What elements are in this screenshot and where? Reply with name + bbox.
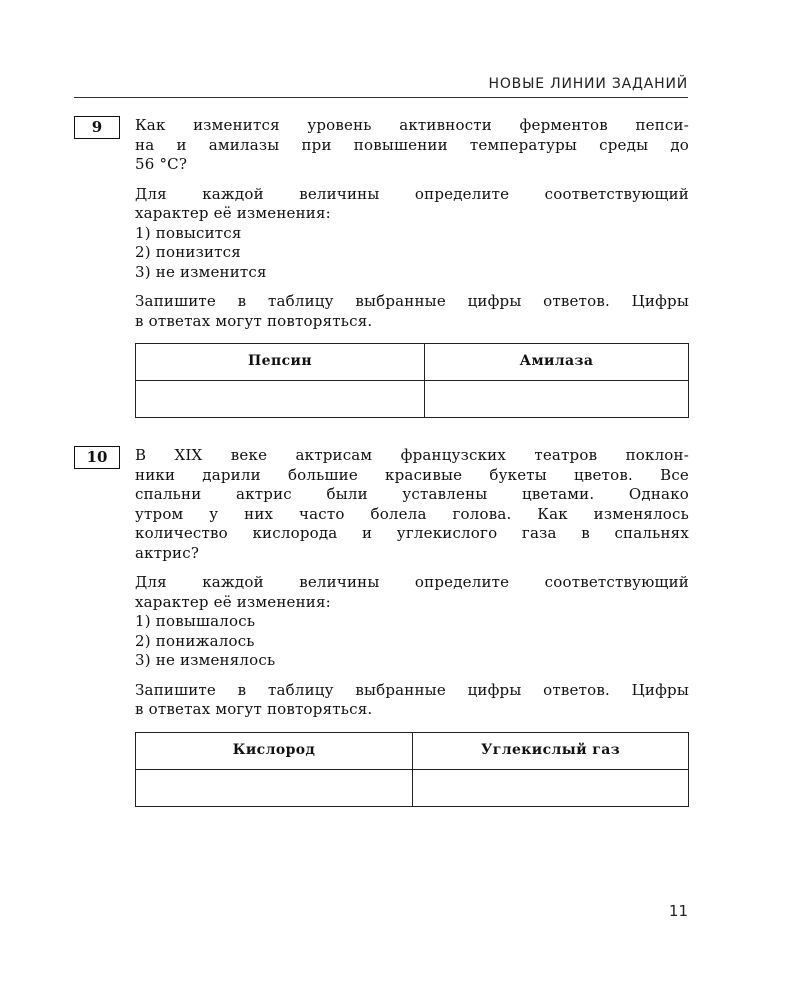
header-rule xyxy=(74,97,688,98)
task-body xyxy=(135,116,689,418)
question-line: ники дарили большие красивые букеты цветов. Все xyxy=(135,465,689,484)
option-item: 1) повысится xyxy=(135,223,242,242)
instruction-line: Для каждой величины определите соответствующий xyxy=(135,573,689,591)
task-number-box: 9 xyxy=(74,116,120,139)
task-question xyxy=(135,116,689,175)
option-item: 3) не изменится xyxy=(135,262,267,281)
answer-options xyxy=(135,224,689,283)
task-body xyxy=(135,446,689,807)
page-number: 11 xyxy=(668,902,688,920)
option-item: 2) понизится xyxy=(135,243,241,261)
answer-prompt xyxy=(135,292,689,331)
instruction-line: Для каждой величины определите соответствующий xyxy=(135,184,689,203)
option-item: 1) повышалось xyxy=(135,612,256,630)
option-item: 3) не изменялось xyxy=(135,651,276,669)
question-line: утром у них часто болела голова. Как изменялось xyxy=(135,504,689,523)
prompt-line: в ответах могут повторяться. xyxy=(135,700,373,718)
answer-cell-pepsin[interactable] xyxy=(136,381,425,418)
task-instruction xyxy=(135,573,689,612)
answer-options xyxy=(135,612,689,671)
instruction-line: характер её изменения: xyxy=(135,592,331,611)
answer-table xyxy=(135,343,689,418)
question-line: Как изменится уровень активности ферментов пепси- xyxy=(135,116,689,134)
answer-cell-amylase[interactable] xyxy=(425,381,689,418)
task-question xyxy=(135,446,689,563)
prompt-line: в ответах могут повторяться. xyxy=(135,311,373,330)
running-header: НОВЫЕ ЛИНИИ ЗАДАНИЙ xyxy=(488,76,688,92)
option-item: 2) понижалось xyxy=(135,631,255,650)
question-line: актрис? xyxy=(135,543,200,562)
instruction-line: характер её изменения: xyxy=(135,204,331,222)
answer-table xyxy=(135,732,689,807)
task-instruction xyxy=(135,185,689,224)
answer-cell-co2[interactable] xyxy=(413,769,689,806)
question-line: на и амилазы при повышении температуры среды до xyxy=(135,135,689,154)
table-header-oxygen: Кислород xyxy=(136,732,413,769)
prompt-line: Запишите в таблицу выбранные цифры ответов. Цифры xyxy=(135,292,689,310)
task-number-box: 10 xyxy=(74,446,120,469)
question-line: 56 °С? xyxy=(135,155,188,173)
question-line: В XIX веке актрисам французских театров поклон- xyxy=(135,446,689,464)
table-header-amylase: Амилаза xyxy=(425,344,689,381)
answer-cell-oxygen[interactable] xyxy=(136,769,413,806)
question-line: количество кислорода и углекислого газа в спальнях xyxy=(135,524,689,542)
question-line: спальни актрис были уставлены цветами. Однако xyxy=(135,485,689,503)
table-header-pepsin: Пепсин xyxy=(136,344,425,381)
table-header-co2: Углекислый газ xyxy=(413,732,689,769)
answer-prompt xyxy=(135,681,689,720)
prompt-line: Запишите в таблицу выбранные цифры ответов. Цифры xyxy=(135,680,689,699)
